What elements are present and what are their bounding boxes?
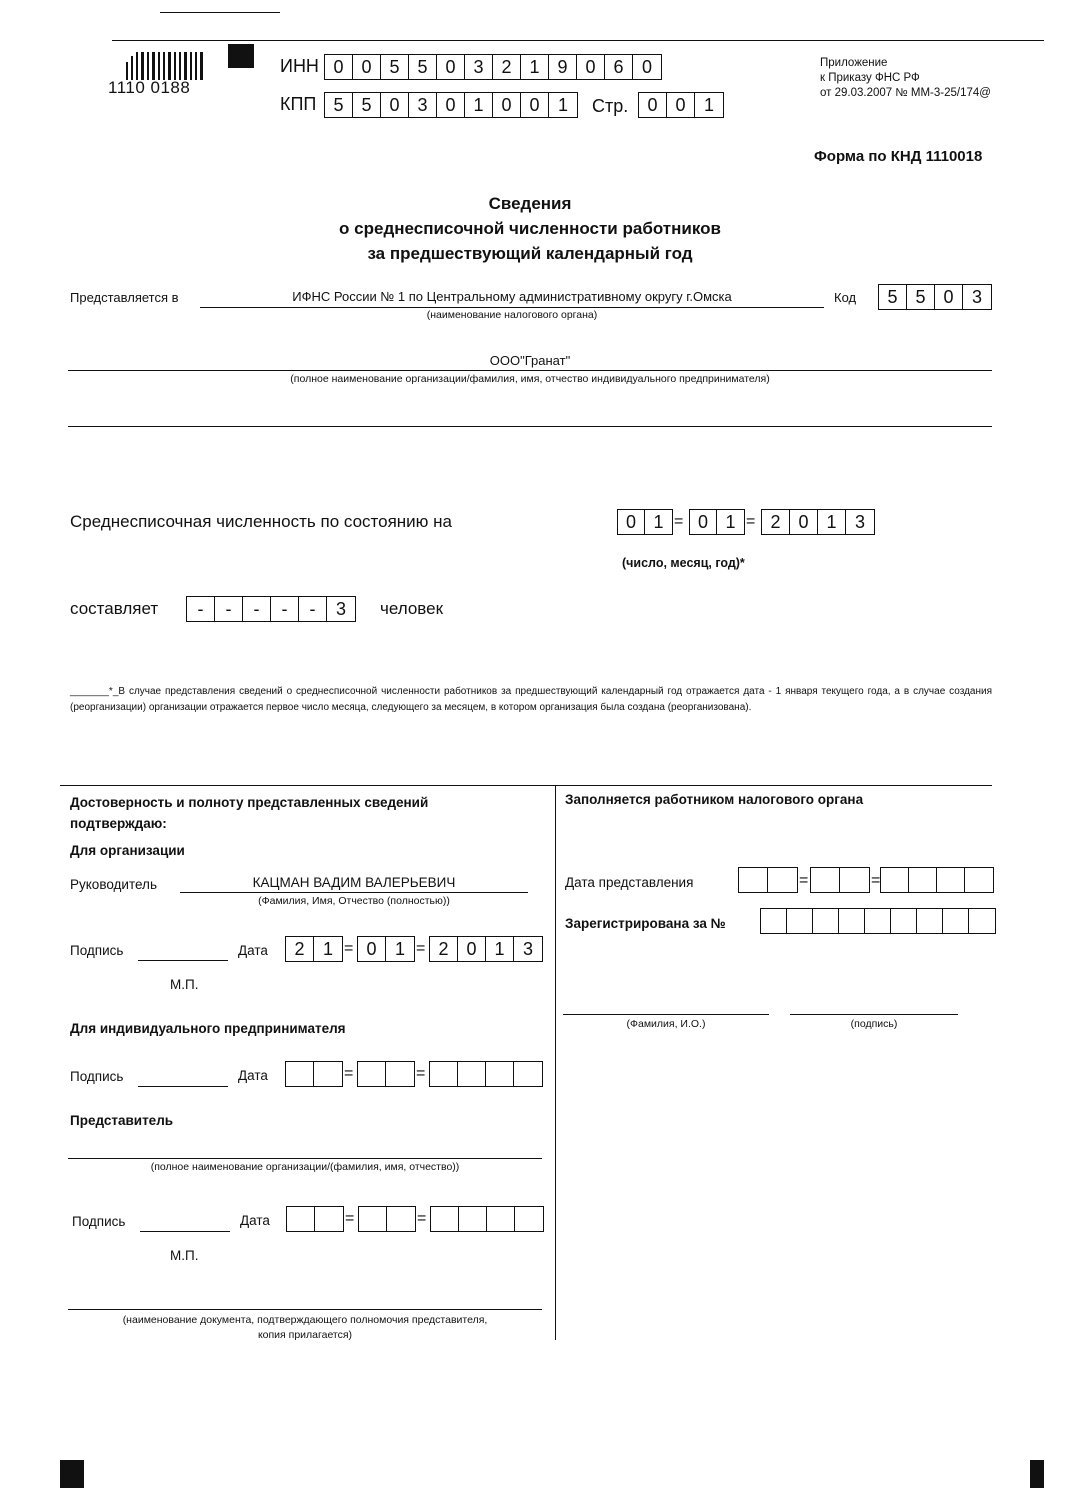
rep-name-caption: (полное наименование организации/(фамилия, имя, отчество)) bbox=[150, 1161, 460, 1173]
digit-cell[interactable]: 1 bbox=[725, 511, 736, 532]
digit-cell[interactable]: 2 bbox=[430, 937, 458, 961]
ip-signature-label: Подпись bbox=[70, 1069, 124, 1084]
headcount-amount-label: составляет bbox=[70, 599, 159, 618]
digit-cell[interactable]: 3 bbox=[409, 93, 437, 117]
ip-signature-line[interactable] bbox=[138, 1086, 228, 1087]
header-rule bbox=[112, 40, 1044, 41]
org-heading: Для организации bbox=[70, 843, 185, 858]
digit-cell[interactable]: 0 bbox=[577, 55, 605, 79]
digit-cell[interactable]: 3 bbox=[465, 55, 493, 79]
submission-date-year[interactable] bbox=[880, 867, 994, 893]
corner-marker-bottom-left bbox=[60, 1460, 84, 1488]
digit-cell[interactable]: 5 bbox=[381, 55, 409, 79]
date-separator: = bbox=[674, 513, 684, 530]
inn-cells[interactable] bbox=[324, 54, 662, 80]
rep-date-label: Дата bbox=[240, 1213, 270, 1228]
digit-cell[interactable] bbox=[459, 1207, 487, 1231]
digit-cell[interactable] bbox=[430, 1062, 458, 1086]
date-separator: = bbox=[345, 1210, 355, 1227]
title-line3: за предшествующий календарный год bbox=[367, 244, 693, 263]
headcount-date-day[interactable] bbox=[617, 509, 673, 535]
digit-cell[interactable]: 0 bbox=[437, 55, 465, 79]
digit-cell[interactable] bbox=[358, 1062, 386, 1086]
submission-date-label: Дата представления bbox=[565, 875, 694, 890]
digit-cell[interactable]: 1 bbox=[703, 94, 714, 115]
rep-signature-line[interactable] bbox=[140, 1231, 230, 1232]
digit-cell[interactable] bbox=[386, 1062, 414, 1086]
digit-cell[interactable]: 1 bbox=[465, 93, 493, 117]
digit-cell[interactable]: 5 bbox=[907, 285, 935, 309]
headcount-date-year[interactable] bbox=[761, 509, 875, 535]
digit-cell[interactable]: 0 bbox=[639, 93, 667, 117]
rep-heading: Представитель bbox=[70, 1113, 174, 1128]
date-separator: = bbox=[344, 940, 354, 957]
officer-name-caption: (Фамилия, И.О.) bbox=[626, 1018, 706, 1030]
org-date-year[interactable] bbox=[429, 936, 543, 962]
registered-label: Зарегистрирована за № bbox=[565, 916, 726, 931]
org-date-day[interactable] bbox=[285, 936, 343, 962]
date-separator: = bbox=[746, 513, 756, 530]
corner-marker-top bbox=[228, 44, 254, 68]
date-separator: = bbox=[417, 1210, 427, 1227]
barcode-icon bbox=[108, 48, 210, 97]
digit-cell[interactable] bbox=[486, 1062, 514, 1086]
confirmation-heading-line1: Достоверность и полноту представленных сведений bbox=[70, 795, 429, 810]
rep-date-year[interactable] bbox=[430, 1206, 544, 1232]
digit-cell[interactable] bbox=[891, 909, 917, 933]
officer-signature-line[interactable] bbox=[790, 1014, 958, 1015]
form-code: Форма по КНД 1110018 bbox=[814, 148, 983, 165]
code-cells[interactable] bbox=[878, 284, 992, 310]
digit-cell[interactable]: 0 bbox=[521, 93, 549, 117]
digit-cell[interactable]: 6 bbox=[605, 55, 633, 79]
headcount-date-caption: (число, месяц, год)* bbox=[622, 556, 745, 570]
digit-cell[interactable] bbox=[287, 1207, 315, 1231]
digit-cell[interactable] bbox=[865, 909, 891, 933]
digit-cell[interactable] bbox=[515, 1207, 543, 1231]
digit-cell[interactable]: 0 bbox=[641, 56, 652, 77]
lower-section-divider bbox=[555, 785, 556, 1340]
digit-cell[interactable] bbox=[839, 909, 865, 933]
inn-label: ИНН bbox=[280, 56, 319, 76]
digit-cell[interactable] bbox=[314, 1062, 342, 1086]
digit-cell[interactable] bbox=[761, 909, 787, 933]
page-title bbox=[200, 191, 860, 266]
page-label: Стр. bbox=[592, 96, 629, 116]
rep-name-line[interactable] bbox=[68, 1158, 542, 1159]
org-date-label: Дата bbox=[238, 943, 268, 958]
digit-cell[interactable]: 5 bbox=[325, 93, 353, 117]
page-cells[interactable] bbox=[638, 92, 724, 118]
org-date-month[interactable] bbox=[357, 936, 415, 962]
digit-cell[interactable] bbox=[315, 1207, 343, 1231]
digit-cell[interactable]: 5 bbox=[353, 93, 381, 117]
digit-cell[interactable]: 3 bbox=[522, 938, 533, 959]
ip-date-day[interactable] bbox=[285, 1061, 343, 1087]
date-separator: = bbox=[871, 872, 881, 889]
submitted-to-label: Представляется в bbox=[70, 290, 179, 305]
digit-cell[interactable] bbox=[937, 868, 965, 892]
digit-cell[interactable] bbox=[286, 1062, 314, 1086]
digit-cell[interactable]: - bbox=[271, 597, 299, 621]
digit-cell[interactable]: 2 bbox=[286, 937, 314, 961]
kpp-label: КПП bbox=[280, 94, 317, 114]
digit-cell[interactable]: 0 bbox=[381, 93, 409, 117]
digit-cell[interactable] bbox=[458, 1062, 486, 1086]
rep-stamp-label: М.П. bbox=[170, 1248, 199, 1263]
digit-cell[interactable]: - bbox=[215, 597, 243, 621]
submission-date-month[interactable] bbox=[810, 867, 870, 893]
headcount-unit: человек bbox=[380, 599, 444, 618]
head-name-line bbox=[180, 892, 528, 893]
headcount-as-of-label: Среднесписочная численность по состоянию на bbox=[70, 512, 452, 531]
digit-cell[interactable] bbox=[487, 1207, 515, 1231]
rep-document-caption-line1: (наименование документа, подтверждающего полномочия представителя, bbox=[122, 1314, 488, 1326]
top-border-line bbox=[160, 12, 280, 13]
tax-authority-line bbox=[200, 307, 824, 308]
appendix-line3: от 29.03.2007 № ММ-3-25/174@ bbox=[820, 87, 991, 99]
lower-section-top-line bbox=[60, 785, 992, 786]
digit-cell[interactable] bbox=[813, 909, 839, 933]
digit-cell[interactable] bbox=[917, 909, 943, 933]
digit-cell[interactable] bbox=[739, 868, 768, 892]
appendix-note bbox=[820, 56, 991, 101]
organization-name: ООО"Гранат" bbox=[489, 353, 571, 368]
digit-cell[interactable] bbox=[514, 1062, 542, 1086]
org-signature-line[interactable] bbox=[138, 960, 228, 961]
headcount-amount-cells[interactable] bbox=[186, 596, 356, 622]
confirmation-heading-line2: подтверждаю: bbox=[70, 816, 167, 831]
digit-cell[interactable] bbox=[943, 909, 969, 933]
headcount-date-month[interactable] bbox=[689, 509, 745, 535]
digit-cell[interactable]: 0 bbox=[325, 55, 353, 79]
digit-cell[interactable]: 5 bbox=[409, 55, 437, 79]
officer-name-line[interactable] bbox=[563, 1014, 769, 1015]
digit-cell[interactable]: 1 bbox=[653, 511, 664, 532]
digit-cell[interactable]: - bbox=[243, 597, 271, 621]
digit-cell[interactable] bbox=[881, 868, 909, 892]
code-label: Код bbox=[834, 290, 857, 305]
officer-signature-caption: (подпись) bbox=[850, 1018, 898, 1030]
tax-office-heading: Заполняется работником налогового органа bbox=[565, 792, 864, 807]
org-stamp-label: М.П. bbox=[170, 977, 199, 992]
submission-date-day[interactable] bbox=[738, 867, 798, 893]
footnote: _______*_В случае представления сведений о среднесписочной численности работников за предшествующий календарный год отражается дата - 1 января текущего года, а в случае создания (реорганизации) организации отражается первое число месяца, следующего за месяцем, в котором организация была создана (реорганизована). bbox=[70, 686, 992, 713]
ip-date-month[interactable] bbox=[357, 1061, 415, 1087]
head-label: Руководитель bbox=[70, 877, 157, 892]
head-name-caption: (Фамилия, Имя, Отчество (полностью)) bbox=[258, 895, 450, 907]
title-line2: о среднесписочной численности работников bbox=[339, 219, 721, 238]
digit-cell[interactable]: 1 bbox=[322, 938, 333, 959]
tax-authority-name: ИФНС России № 1 по Центральному административному округу г.Омска bbox=[292, 289, 732, 304]
digit-cell[interactable]: 9 bbox=[549, 55, 577, 79]
confirmation-heading bbox=[70, 792, 428, 834]
organization-line-2 bbox=[68, 426, 992, 427]
date-separator: = bbox=[344, 1065, 354, 1082]
org-signature-label: Подпись bbox=[70, 943, 124, 958]
kpp-cells[interactable] bbox=[324, 92, 578, 118]
digit-cell[interactable] bbox=[387, 1207, 415, 1231]
digit-cell[interactable]: 0 bbox=[353, 55, 381, 79]
digit-cell[interactable]: 0 bbox=[458, 937, 486, 961]
tax-authority-caption: (наименование налогового органа) bbox=[426, 309, 598, 321]
ip-heading: Для индивидуального предпринимателя bbox=[70, 1021, 346, 1036]
digit-cell[interactable] bbox=[811, 868, 840, 892]
digit-cell[interactable]: 1 bbox=[818, 510, 846, 534]
digit-cell[interactable]: 0 bbox=[690, 510, 717, 534]
digit-cell[interactable]: 1 bbox=[557, 94, 568, 115]
rep-signature-label: Подпись bbox=[72, 1214, 126, 1229]
date-separator: = bbox=[416, 1065, 426, 1082]
barcode-number: 1110 0188 bbox=[108, 78, 191, 97]
appendix-line1: Приложение bbox=[820, 57, 888, 69]
rep-date-day[interactable] bbox=[286, 1206, 344, 1232]
title-line1: Сведения bbox=[488, 194, 572, 213]
rep-document-line[interactable] bbox=[68, 1309, 542, 1310]
digit-cell[interactable] bbox=[909, 868, 937, 892]
organization-caption: (полное наименование организации/фамилия, имя, отчество индивидуального предпринимателя) bbox=[290, 373, 770, 385]
digit-cell[interactable]: 0 bbox=[618, 510, 645, 534]
date-separator: = bbox=[416, 940, 426, 957]
registration-number-cells[interactable] bbox=[760, 908, 996, 934]
date-separator: = bbox=[799, 872, 809, 889]
digit-cell[interactable] bbox=[969, 909, 995, 933]
head-name: КАЦМАН ВАДИМ ВАЛЕРЬЕВИЧ bbox=[252, 875, 456, 890]
digit-cell[interactable]: 0 bbox=[935, 285, 963, 309]
digit-cell[interactable]: - bbox=[187, 597, 215, 621]
digit-cell[interactable] bbox=[787, 909, 813, 933]
digit-cell[interactable]: 3 bbox=[854, 511, 865, 532]
digit-cell[interactable]: - bbox=[299, 597, 327, 621]
digit-cell[interactable]: 3 bbox=[971, 286, 982, 307]
appendix-line2: к Приказу ФНС РФ bbox=[820, 72, 920, 84]
digit-cell[interactable]: 1 bbox=[486, 937, 514, 961]
rep-date-month[interactable] bbox=[358, 1206, 416, 1232]
ip-date-label: Дата bbox=[238, 1068, 268, 1083]
digit-cell[interactable]: 0 bbox=[493, 93, 521, 117]
digit-cell[interactable]: 2 bbox=[762, 510, 790, 534]
digit-cell[interactable] bbox=[840, 868, 869, 892]
digit-cell[interactable]: 0 bbox=[790, 510, 818, 534]
digit-cell[interactable]: 1 bbox=[521, 55, 549, 79]
ip-date-year[interactable] bbox=[429, 1061, 543, 1087]
rep-document-caption bbox=[68, 1313, 542, 1343]
digit-cell[interactable]: 1 bbox=[394, 938, 405, 959]
rep-document-caption-line2: копия прилагается) bbox=[257, 1329, 353, 1341]
digit-cell[interactable]: 0 bbox=[667, 93, 695, 117]
organization-line bbox=[68, 370, 992, 371]
corner-marker-bottom-right bbox=[1030, 1460, 1044, 1488]
digit-cell[interactable]: 2 bbox=[493, 55, 521, 79]
digit-cell[interactable] bbox=[965, 868, 993, 892]
digit-cell[interactable] bbox=[359, 1207, 387, 1231]
digit-cell[interactable]: 5 bbox=[879, 285, 907, 309]
digit-cell[interactable]: 3 bbox=[335, 598, 346, 619]
digit-cell[interactable]: 0 bbox=[358, 937, 386, 961]
digit-cell[interactable]: 0 bbox=[437, 93, 465, 117]
digit-cell[interactable] bbox=[768, 868, 797, 892]
digit-cell[interactable] bbox=[431, 1207, 459, 1231]
